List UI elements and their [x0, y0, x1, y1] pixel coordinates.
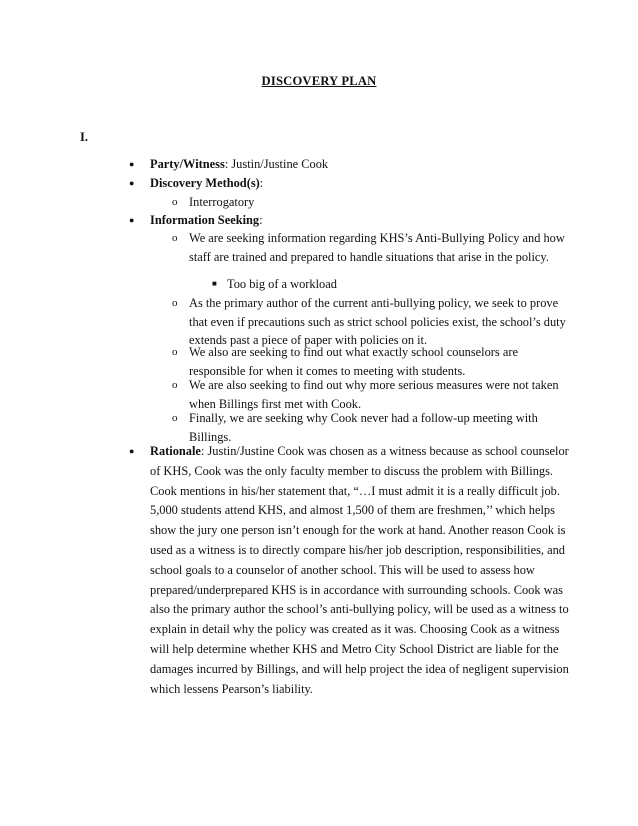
- sub-item-text: As the primary author of the current anti-bullying policy, we seek to prove that even if precautions such as strict school policies exist, the school’s duty extends past a piece of paper with policies on it.: [189, 296, 566, 348]
- item-label: Party/Witness: [150, 157, 225, 171]
- sub-item-text: We also are seeking to find out what exactly school counselors are responsible for when it comes to meeting with students.: [189, 345, 518, 378]
- list-item-information-seeking: [129, 211, 570, 230]
- sub-item-text: We are also seeking to find out why more serious measures were not taken when Billings first met with Cook.: [189, 378, 559, 411]
- circle-bullet-icon: o: [172, 297, 178, 309]
- list-item-discovery-method: [129, 174, 570, 193]
- circle-bullet-icon: o: [172, 346, 178, 358]
- item-text: :: [259, 213, 263, 227]
- sub-item-text: We are seeking information regarding KHS’s Anti-Bullying Policy and how staff are trained and prepared to handle situations that arise in the policy.: [189, 231, 565, 264]
- sub-item: [172, 294, 569, 350]
- item-label: Discovery Method(s): [150, 176, 260, 190]
- sub-item: [172, 343, 569, 380]
- circle-bullet-icon: o: [172, 196, 178, 208]
- item-text: : Justin/Justine Cook was chosen as a witness because as school counselor of KHS, Cook was the only faculty member to discuss the problem with Billings. Cook mentions in his/her statement that, “…I must admit it is a really difficult job. 5,000 students attend KHS, and almost 1,500 of them are freshmen,’’ which helps show the jury one person isn’t enough for the work at hand. Another reason Cook is used as a witness is to directly compare his/her job description, responsibilities, and school goals to a counselor of another school. This will be used to assess how prepared/underprepared KHS is in accordance with surrounding schools. Cook was also the primary author the school’s anti-bullying policy, will be used as a witness to explain in detail why the policy was created as it was. Choosing Cook as a witness will help determine whether KHS and Metro City School District are liable for the damages incurred by Billings, and will help project the idea of negligent supervision which lessens Pearson’s liability.: [150, 444, 569, 696]
- sub-item: [172, 376, 569, 413]
- circle-bullet-icon: o: [172, 232, 178, 244]
- item-text: : Justin/Justine Cook: [224, 157, 329, 171]
- page-title: DISCOVERY PLAN: [261, 74, 377, 88]
- item-label: Information Seeking: [150, 213, 260, 227]
- item-label: Rationale: [150, 444, 201, 458]
- sub-sub-item: [212, 275, 557, 294]
- sub-item: [172, 229, 569, 266]
- circle-bullet-icon: o: [172, 379, 178, 391]
- bullet-icon: ●: [129, 215, 135, 225]
- bullet-icon: ●: [129, 159, 135, 169]
- list-item-rationale: [129, 442, 570, 699]
- circle-bullet-icon: o: [172, 412, 178, 424]
- item-text: :: [259, 176, 264, 190]
- bullet-icon: ●: [129, 446, 135, 456]
- bullet-icon: ●: [129, 178, 135, 188]
- sub-sub-item-text: Too big of a workload: [227, 277, 337, 291]
- sub-item: [172, 193, 569, 212]
- sub-item: [172, 409, 569, 446]
- sub-item-text: Finally, we are seeking why Cook never had a follow-up meeting with Billings.: [189, 411, 538, 444]
- square-bullet-icon: ■: [212, 279, 217, 288]
- list-item-party-witness: [129, 155, 570, 174]
- section-number: I.: [80, 130, 89, 144]
- sub-item-text: Interrogatory: [189, 195, 255, 209]
